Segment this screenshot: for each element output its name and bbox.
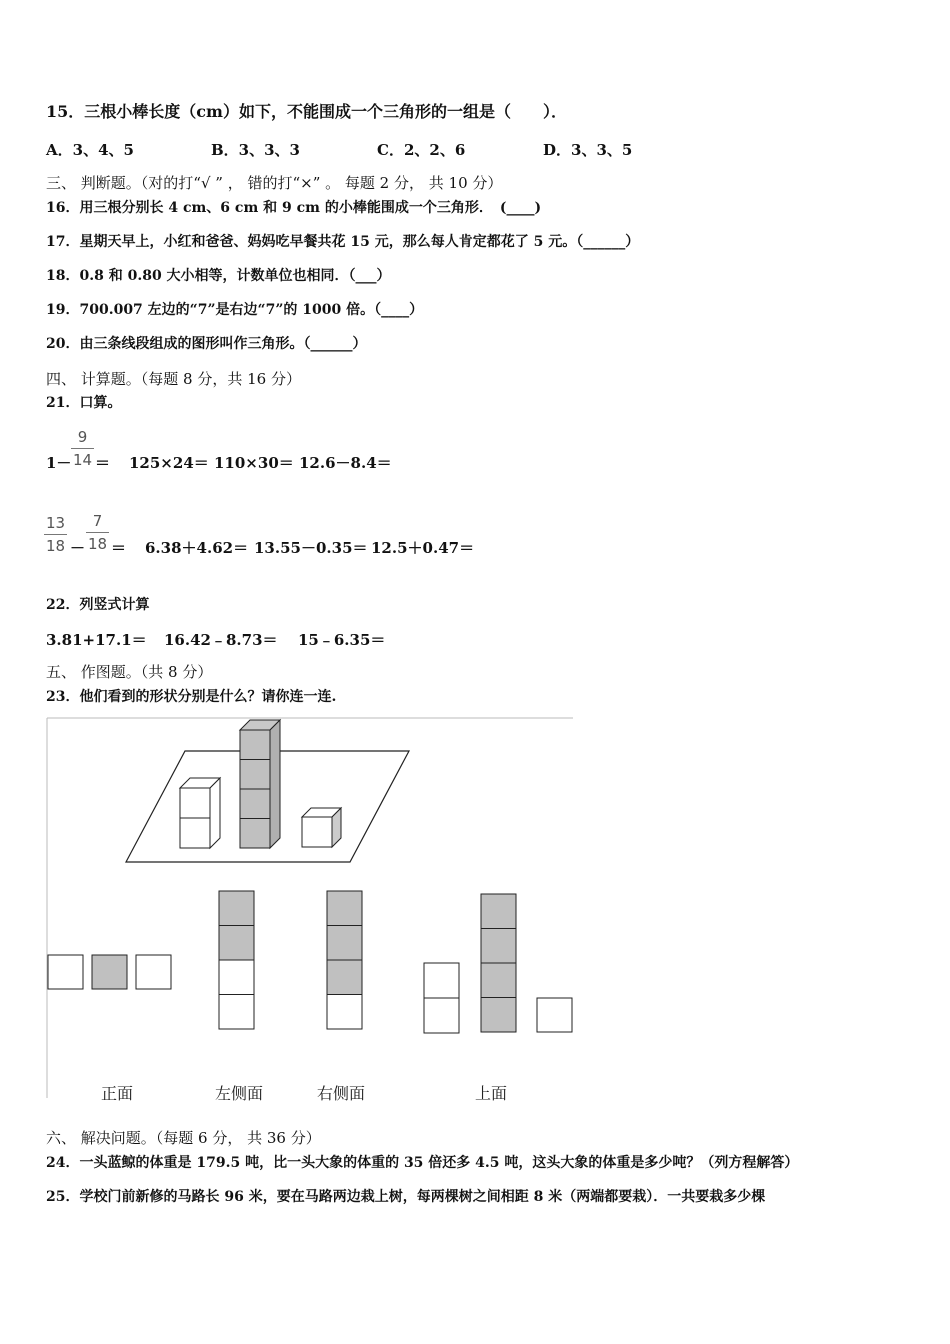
q22-stem: 22．列竖式计算 xyxy=(46,597,150,613)
q15-option-c: C．2、2、6 xyxy=(377,141,466,159)
view-front xyxy=(48,955,171,989)
section-5-title: 五、 作图题。（共 8 分） xyxy=(46,663,213,681)
section-4-title: 四、 计算题。（每题 8 分，共 16 分） xyxy=(46,370,301,388)
row1-prefix: 1－ xyxy=(46,454,72,472)
q15-option-a: A．3、4、5 xyxy=(46,141,134,159)
q15-option-d: D．3、3、5 xyxy=(543,141,633,159)
fraction-denominator: 18 xyxy=(88,535,108,553)
q15-option-b: B．3、3、3 xyxy=(211,141,300,159)
fraction-denominator: 18 xyxy=(46,537,66,555)
q24: 24．一头蓝鲸的体重是 179.5 吨，比一头大象的体重的 35 倍还多 4.5 吨，这头大象的体重是多少吨？（列方程解答） xyxy=(46,1155,799,1171)
row2-expr-1: 6.38＋4.62＝ xyxy=(145,539,249,557)
q22-expr-3: 15﹣6.35＝ xyxy=(298,631,386,649)
label-right-side: 右侧面 xyxy=(317,1084,366,1103)
view-left xyxy=(219,891,254,1029)
fraction-numerator: 7 xyxy=(92,512,103,530)
row2-minus: － xyxy=(70,539,86,557)
view-top xyxy=(424,894,572,1033)
q20: 20．由三条线段组成的图形叫作三角形。（______） xyxy=(46,336,367,352)
q25: 25．学校门前新修的马路长 96 米，要在马路两边栽上树，每两棵树之间相距 8 米（两端都要栽）．一共要栽多少棵 xyxy=(46,1189,766,1205)
q22-expr-1: 3.81+17.1＝ xyxy=(46,631,147,649)
cube-single xyxy=(302,808,341,847)
section-6-title: 六、 解决问题。（每题 6 分， 共 36 分） xyxy=(46,1129,321,1147)
row2-frac-equals: ＝ xyxy=(111,539,127,557)
label-top: 上面 xyxy=(475,1084,508,1103)
q19: 19．700.007 左边的“7”是右边“7”的 1000 倍。（____） xyxy=(46,302,424,318)
q22-expr-2: 16.42﹣8.73＝ xyxy=(164,631,278,649)
q18: 18．0.8 和 0.80 大小相等，计数单位也相同．（___） xyxy=(46,268,391,284)
q15-stem: 15．三根小棒长度（cm）如下，不能围成一个三角形的一组是（ ）． xyxy=(46,102,567,121)
row1-expr-2: 110×30＝ xyxy=(214,454,294,472)
cube-stack-4 xyxy=(240,720,280,848)
row1-expr-3: 12.6－8.4＝ xyxy=(299,454,392,472)
section-3-title: 三、 判断题。（对的打“√ ” ， 错的打“×” 。 每题 2 分， 共 10 分） xyxy=(46,174,503,192)
q16: 16．用三根分别长 4 cm、6 cm 和 9 cm 的小棒能围成一个三角形． (____) xyxy=(46,200,542,216)
row2-expr-3: 12.5＋0.47＝ xyxy=(371,539,475,557)
row1-frac-equals: ＝ xyxy=(95,454,111,472)
row2-expr-2: 13.55－0.35＝ xyxy=(254,539,368,557)
row1-expr-1: 125×24＝ xyxy=(129,454,209,472)
q23-stem: 23．他们看到的形状分别是什么？请你连一连. xyxy=(46,689,337,705)
q17: 17．星期天早上，小红和爸爸、妈妈吃早餐共花 15 元，那么每人肯定都花了 5 元。（______） xyxy=(46,234,640,250)
fraction-denominator: 14 xyxy=(73,451,93,469)
fraction-numerator: 9 xyxy=(77,428,88,446)
cube-stack-2 xyxy=(180,778,220,848)
q21-stem: 21．口算。 xyxy=(46,395,122,411)
label-left-side: 左侧面 xyxy=(215,1084,264,1103)
label-front: 正面 xyxy=(101,1084,134,1103)
fraction-numerator: 13 xyxy=(46,514,66,532)
view-right xyxy=(327,891,362,1029)
